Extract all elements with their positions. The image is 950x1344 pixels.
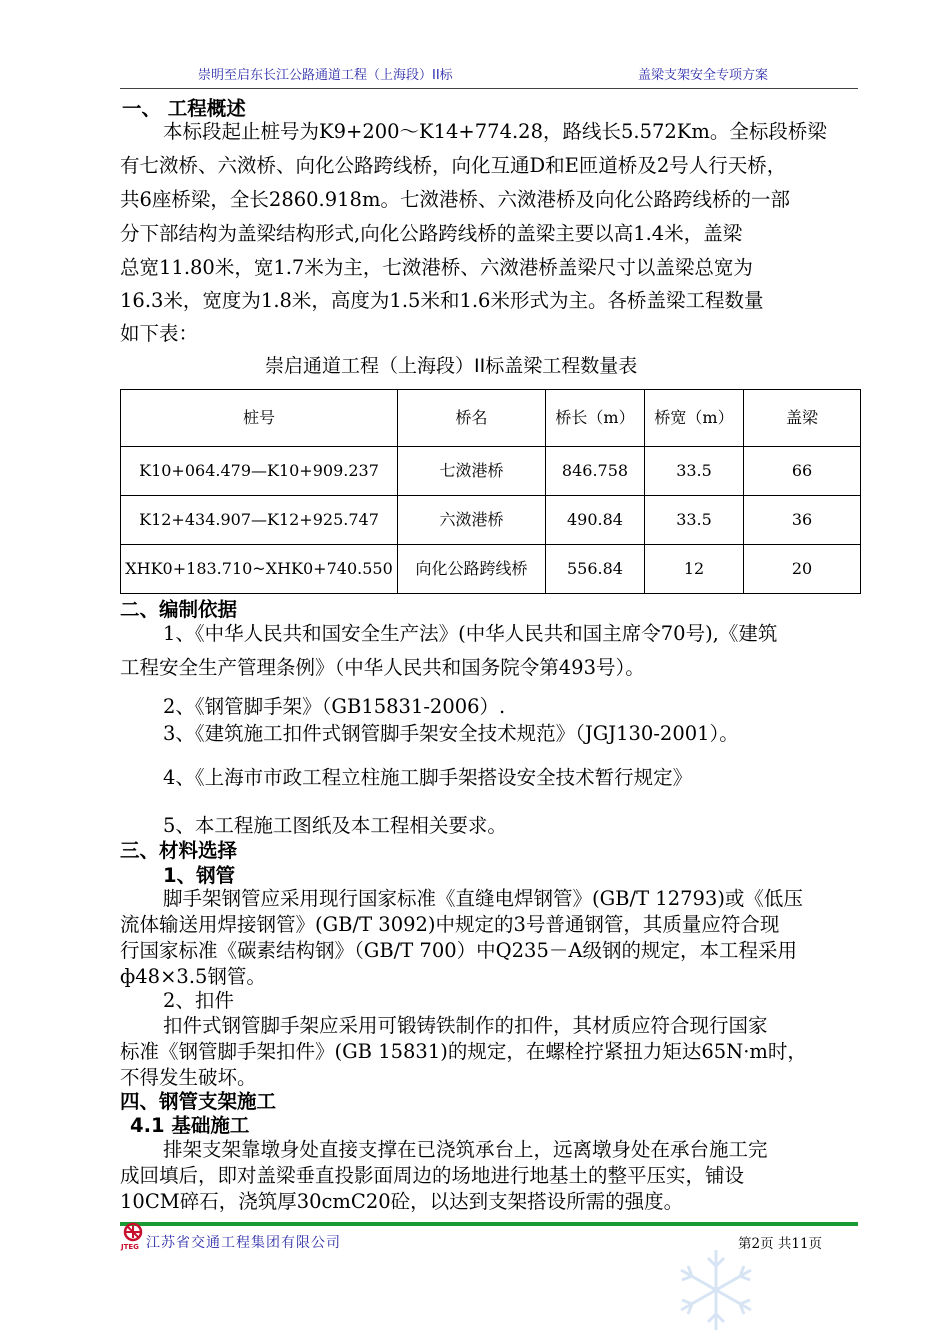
header-document-title: 盖梁支架安全专项方案	[638, 68, 769, 83]
page-number: 第2页 共11页	[738, 1236, 823, 1252]
footer-divider	[120, 1222, 858, 1226]
table-cell: 20	[744, 545, 861, 594]
table-cell: 556.84	[546, 545, 645, 594]
column-header: 桥名	[398, 390, 546, 447]
table-cell: 七滧港桥	[398, 447, 546, 496]
table-cell: 846.758	[546, 447, 645, 496]
section-heading-construction: 四、钢管支架施工	[120, 1090, 277, 1113]
quantity-table	[120, 389, 861, 594]
subheading-fastener: 2、扣件	[163, 989, 234, 1012]
header-divider	[120, 88, 858, 89]
table-cell: 490.84	[546, 496, 645, 545]
paragraph-line: 流体输送用焊接钢管》(GB/T 3092)中规定的3号普通钢管，其质量应符合现	[120, 913, 780, 936]
table-cell: 12	[645, 545, 744, 594]
table-cell: 66	[744, 447, 861, 496]
column-header: 盖梁	[744, 390, 861, 447]
table-cell: XHK0+183.710~XHK0+740.550	[121, 545, 398, 594]
paragraph-line: 行国家标准《碳素结构钢》（GB/T 700）中Q235－A级钢的规定，本工程采用	[120, 939, 797, 962]
basis-item-line: 工程安全生产管理条例》（中华人民共和国务院令第493号）。	[120, 656, 645, 679]
paragraph-line: 成回填后，即对盖梁垂直投影面周边的场地进行地基土的整平压实，铺设	[120, 1164, 745, 1187]
table-cell: 六滧港桥	[398, 496, 546, 545]
paragraph-line: 如下表：	[120, 322, 199, 345]
table-cell: 33.5	[645, 447, 744, 496]
column-header: 桥宽（m）	[645, 390, 744, 447]
paragraph-line: 有七滧桥、六滧桥、向化公路跨线桥，向化互通D和E匝道桥及2号人行天桥，	[120, 154, 787, 177]
section-heading-basis: 二、编制依据	[120, 598, 238, 621]
table-row	[121, 545, 861, 594]
table-caption: 崇启通道工程（上海段）II标盖梁工程数量表	[265, 355, 638, 377]
paragraph-line: 标准《钢管脚手架扣件》(GB 15831)的规定，在螺栓拧紧扭力矩达65N·m时，	[120, 1040, 807, 1063]
snowflake-watermark-icon	[666, 1240, 766, 1340]
paragraph-line: 脚手架钢管应采用现行国家标准《直缝电焊钢管》(GB/T 12793)或《低压	[163, 887, 803, 910]
subheading-steel-pipe: 1、钢管	[163, 864, 236, 887]
paragraph-line: 分下部结构为盖梁结构形式,向化公路跨线桥的盖梁主要以高1.4米，盖梁	[120, 222, 743, 245]
paragraph-line: 扣件式钢管脚手架应采用可锻铸铁制作的扣件，其材质应符合现行国家	[163, 1014, 768, 1037]
table-cell: 33.5	[645, 496, 744, 545]
basis-item: 4、《上海市市政工程立柱施工脚手架搭设安全技术暂行规定》	[163, 766, 693, 789]
table-cell: K12+434.907—K12+925.747	[121, 496, 398, 545]
paragraph-line: 总宽11.80米，宽1.7米为主，七滧港桥、六滧港桥盖梁尺寸以盖梁总宽为	[120, 256, 753, 279]
column-header: 桩号	[121, 390, 398, 447]
basis-item: 2、《钢管脚手架》（GB15831-2006）.	[163, 695, 506, 718]
paragraph-line: 10CM碎石，浇筑厚30cmC20砼，以达到支架搭设所需的强度。	[120, 1190, 684, 1213]
table-header-row	[121, 390, 861, 447]
basis-item: 3、《建筑施工扣件式钢管脚手架安全技术规范》（JGJ130-2001）。	[163, 722, 739, 745]
table-cell: 36	[744, 496, 861, 545]
column-header: 桥长（m）	[546, 390, 645, 447]
table-cell: K10+064.479—K10+909.237	[121, 447, 398, 496]
paragraph-line: 本标段起止桩号为K9+200～K14+774.28，路线长5.572Km。全标段桥梁	[163, 120, 827, 143]
paragraph-line: 不得发生破坏。	[120, 1066, 257, 1089]
footer-company-name: 江苏省交通工程集团有限公司	[146, 1235, 341, 1251]
header-project-title: 崇明至启东长江公路通道工程（上海段）II标	[198, 68, 453, 83]
paragraph-line: 共6座桥梁，全长2860.918m。七滧港桥、六滧港桥及向化公路跨线桥的一部	[120, 188, 790, 211]
basis-item: 5、本工程施工图纸及本工程相关要求。	[163, 814, 507, 837]
section-heading-materials: 三、材料选择	[120, 839, 238, 862]
subheading-foundation: 4.1 基础施工	[130, 1114, 250, 1137]
paragraph-line: 16.3米，宽度为1.8米，高度为1.5米和1.6米形式为主。各桥盖梁工程数量	[120, 289, 764, 312]
table-row	[121, 447, 861, 496]
paragraph-line: 排架支架靠墩身处直接支撑在已浇筑承台上，远离墩身处在承台施工完	[163, 1138, 768, 1161]
section-heading-overview: 一、 工程概述	[122, 97, 246, 120]
logo-wordmark: JTEG	[121, 1243, 139, 1251]
table-row	[121, 496, 861, 545]
basis-item-line: 1、《中华人民共和国安全生产法》(中华人民共和国主席令70号),《建筑	[163, 622, 778, 645]
paragraph-line: ф48×3.5钢管。	[120, 965, 266, 988]
table-cell: 向化公路跨线桥	[398, 545, 546, 594]
